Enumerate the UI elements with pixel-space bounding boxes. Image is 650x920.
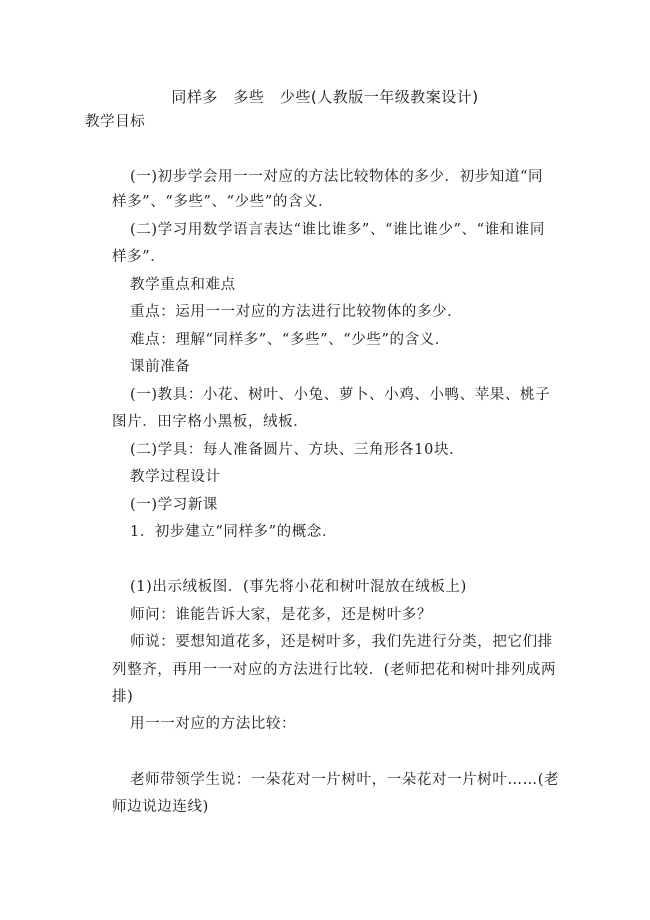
paragraph-line: 重点：运用一一对应的方法进行比较物体的多少．: [130, 304, 463, 320]
section-heading-key-points: 教学重点和难点: [130, 277, 236, 293]
paragraph-line: 用一一对应的方法比较：: [130, 716, 297, 732]
section-heading-preparation: 课前准备: [130, 359, 191, 375]
section-heading-process: 教学过程设计: [130, 469, 221, 485]
paragraph-line: (一)教具：小花、树叶、小兔、萝卜、小鸡、小鸭、苹果、桃子: [130, 387, 551, 403]
paragraph-line: 图片．田字格小黑板，绒板．: [112, 414, 309, 430]
paragraph-line: (1)出示绒板图．(事先将小花和树叶混放在绒板上): [130, 579, 467, 595]
paragraph-line: 师问：谁能告诉大家，是花多，还是树叶多？: [130, 607, 432, 623]
paragraph-line: 样多”．: [112, 249, 166, 265]
subsection-heading: (一)学习新课: [130, 497, 219, 513]
paragraph-line: 样多”、“多些”、“少些”的含义．: [112, 194, 334, 210]
paragraph-line: (二)学具：每人准备圆片、方块、三角形各10块．: [130, 442, 465, 458]
paragraph-line: 列整齐，再用一一对应的方法进行比较．(老师把花和树叶排列成两: [112, 662, 557, 678]
paragraph-line: 师说：要想知道花多，还是树叶多，我们先进行分类，把它们排: [130, 634, 553, 650]
paragraph-line: 1．初步建立“同样多”的概念．: [130, 524, 338, 540]
paragraph-line: (一)初步学会用一一对应的方法比较物体的多少．初步知道“同: [130, 169, 544, 185]
section-heading-objectives: 教学目标: [85, 114, 146, 130]
document-title: 同样多 多些 少些(人教版一年级教案设计): [171, 88, 479, 106]
paragraph-line: 师边说边连线): [112, 799, 209, 815]
paragraph-line: 老师带领学生说：一朵花对一片树叶，一朵花对一片树叶……(老: [130, 772, 560, 788]
paragraph-line: 难点：理解“同样多”、“多些”、“少些”的含义．: [130, 332, 450, 348]
paragraph-line: 排): [112, 689, 134, 705]
paragraph-line: (二)学习用数学语言表达“谁比谁多”、“谁比谁少”、“谁和谁同: [130, 222, 545, 238]
